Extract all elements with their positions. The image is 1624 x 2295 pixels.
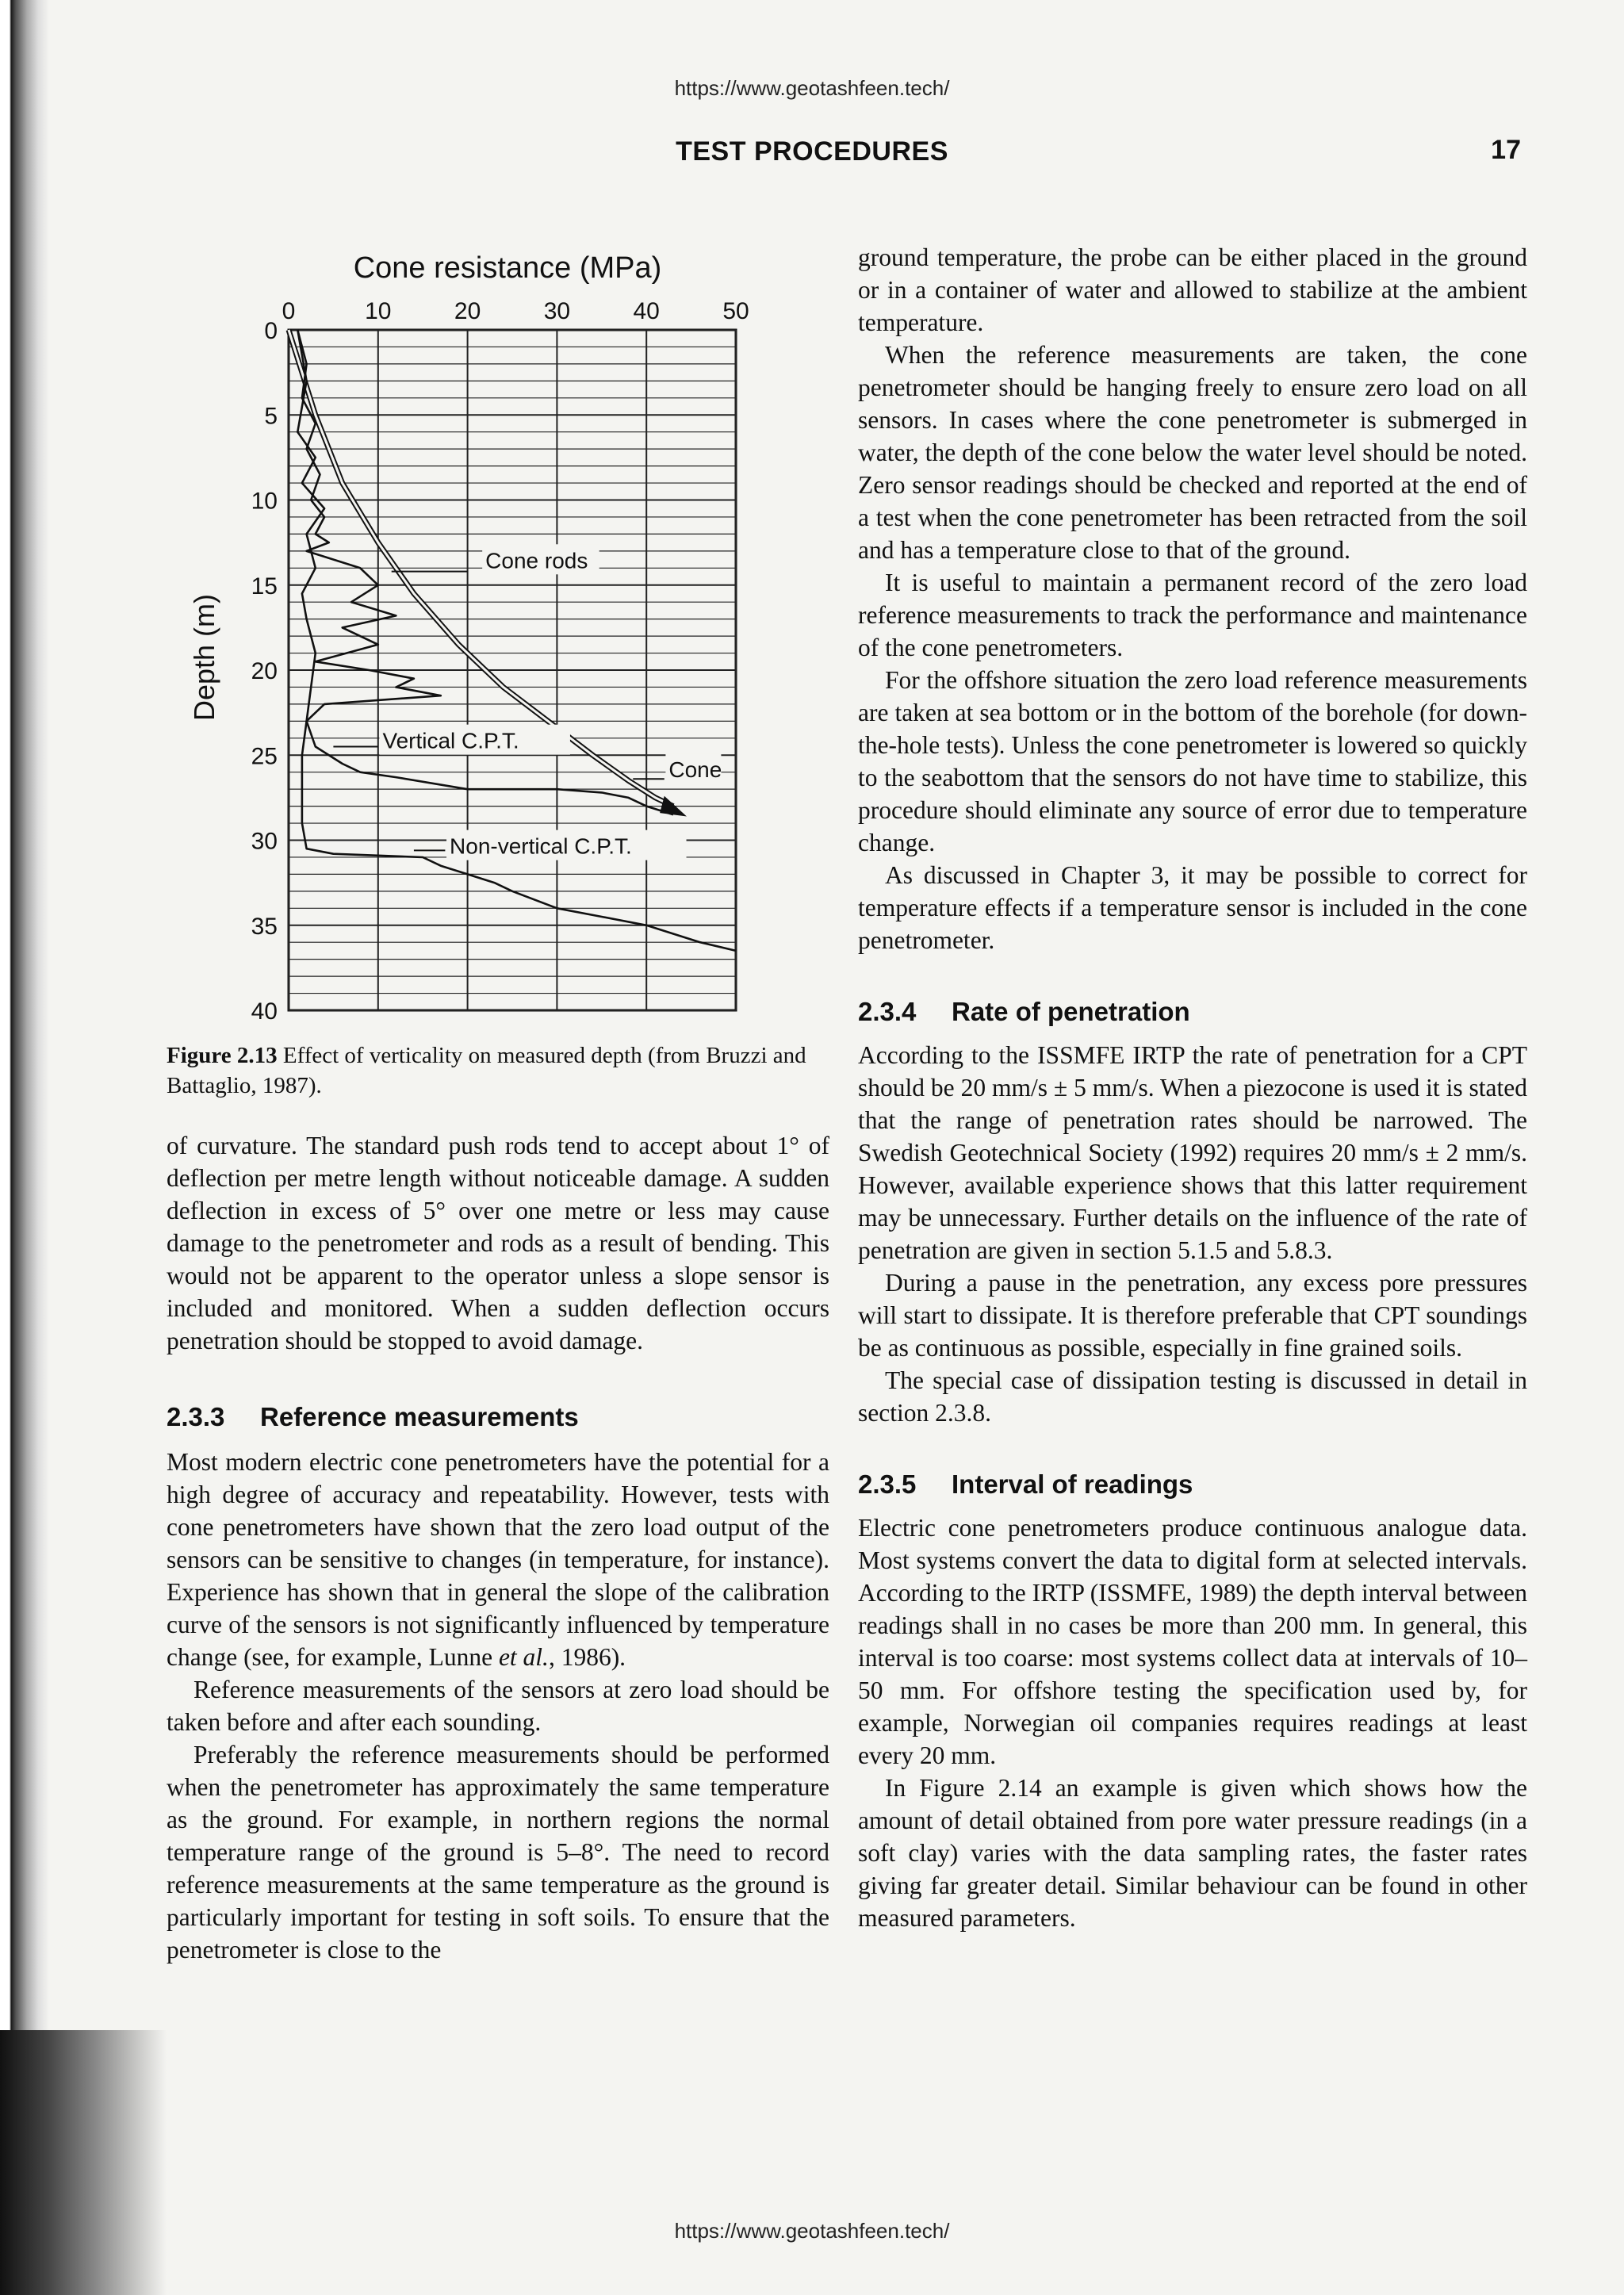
page-number: 17: [1491, 135, 1521, 165]
paragraph-continued: ground temperature, the probe can be either placed in the ground or in a container of water and allowed to stabilize at the ambient temperature.: [858, 243, 1527, 336]
book-spine-shadow: [0, 0, 49, 2295]
heading-2-3-5: [858, 1467, 1527, 1502]
paragraph: Electric cone penetrometers produce continuous analogue data. Most systems convert the data to digital form at selected intervals. According to the IRTP (ISSMFE, 1989) the depth interval between readings shall in no cases be more than 200 mm. In general, this interval is too coarse: most systems collect data at intervals of 10–50 mm. For offshore testing the specification used by, for example, Norwegian oil companies requires readings at least every 20 mm.: [858, 1514, 1527, 1769]
y-tick-label: 40: [251, 998, 278, 1025]
cone-resistance-chart: [167, 241, 833, 1034]
right-column: [858, 241, 1527, 1934]
paragraph: When the reference measurements are taken, the cone penetrometer should be hanging freely to ensure zero load on all sensors. In cases where the cone penetrometer is submerged in water, the depth of the cone below the water level should be noted. Zero sensor readings should be checked and reported at the end of a test when the cone penetrometer has been retracted from the soil and has a temperature close to that of the ground.: [858, 341, 1527, 564]
y-tick-label: 35: [251, 913, 278, 940]
y-axis-label: Depth (m): [188, 593, 220, 722]
y-tick-label: 5: [264, 403, 278, 430]
y-tick-label: 15: [251, 573, 278, 600]
heading-title: Reference measurements: [260, 1402, 579, 1431]
x-tick-label: 30: [543, 298, 571, 324]
y-tick-label: 30: [251, 828, 278, 855]
x-tick-label: 50: [722, 298, 749, 324]
figure-label: Figure 2.13: [167, 1043, 278, 1068]
paragraph: During a pause in the penetration, any excess pore pressures will start to dissipate. It is therefore preferable that CPT soundings be as continuous as possible, especially in fine grained soils.: [858, 1269, 1527, 1362]
annotation-label: Cone rods: [485, 548, 588, 573]
x-tick-label: 20: [454, 298, 481, 324]
paragraph: For the offshore situation the zero load reference measurements are taken at sea bottom or in the bottom of the borehole (for down-the-hole tests). Unless the cone penetrometer is lowered so quickly to the seabottom that the sensors do not have time to stabilize, this procedure should eliminate any source of error due to temperature change.: [858, 666, 1527, 856]
annotation-label: Cone: [668, 757, 722, 783]
running-title: TEST PROCEDURES: [676, 136, 948, 167]
paragraph: In Figure 2.14 an example is given which shows how the amount of detail obtained from pore water pressure readings (in a soft clay) varies with the data sampling rates, the faster rates giving far greater detail. Similar behaviour can be found in other measured parameters.: [858, 1774, 1527, 1932]
book-spine-shadow-bottom: [0, 2030, 167, 2295]
x-tick-labels: [282, 298, 749, 324]
header-url[interactable]: https://www.geotashfeen.tech/: [674, 76, 950, 100]
left-column: [167, 1129, 829, 1966]
paragraph-continued: of curvature. The standard push rods tend to accept about 1° of deflection per metre length without noticeable damage. A sudden deflection in excess of 5° over one metre or less may cause damage to the penetrometer and rods as a result of bending. This would not be apparent to the operator unless a slope sensor is included and monitored. When a sudden deflection occurs penetration should be stopped to avoid damage.: [167, 1132, 829, 1354]
heading-2-3-3: [167, 1400, 829, 1435]
paragraph: According to the ISSMFE IRTP the rate of penetration for a CPT should be 20 mm/s ± 5 mm/s. When a piezocone is used it is stated that the range of penetration rates should be narrowed. The Swedish Geotechnical Society (1992) requires 20 mm/s ± 2 mm/s. However, available experience shows that this latter requirement may be unnecessary. Further details on the influence of the rate of penetration are given in section 5.1.5 and 5.8.3.: [858, 1041, 1527, 1264]
y-tick-labels: [251, 318, 278, 1025]
paragraph: It is useful to maintain a permanent record of the zero load reference measurements to track the performance and maintenance of the cone penetrometers.: [858, 569, 1527, 661]
chart-grid: [289, 330, 736, 1010]
paragraph: Reference measurements of the sensors at zero load should be taken before and after each sounding.: [167, 1676, 829, 1736]
y-tick-label: 20: [251, 658, 278, 684]
y-tick-label: 0: [264, 318, 278, 344]
footer-url[interactable]: https://www.geotashfeen.tech/: [674, 2219, 950, 2243]
x-tick-label: 40: [633, 298, 660, 324]
paragraph: As discussed in Chapter 3, it may be possible to correct for temperature effects if a temperature sensor is included in the cone penetrometer.: [858, 861, 1527, 954]
annotation-label: Vertical C.P.T.: [382, 728, 519, 753]
y-tick-label: 25: [251, 743, 278, 770]
figure-caption-text: Effect of verticality on measured depth (from Bruzzi and Battaglio, 1987).: [167, 1043, 806, 1098]
annotation-label: Non-vertical C.P.T.: [450, 833, 632, 859]
x-tick-label: 0: [282, 298, 296, 324]
heading-title: Interval of readings: [952, 1469, 1193, 1499]
y-tick-label: 10: [251, 488, 278, 515]
heading-number: 2.3.3: [167, 1402, 225, 1431]
paragraph: Preferably the reference measurements should be performed when the penetrometer has approximately the same temperature as the ground. For example, in northern regions the normal temperature range of the ground is 5–8°. The need to record reference measurements at the same temperature as the ground is particularly important for testing in soft soils. To ensure that the penetrometer is close to the: [167, 1741, 829, 1964]
figure-2-13: [167, 241, 833, 1034]
heading-number: 2.3.4: [858, 997, 917, 1026]
chart-title: Cone resistance (MPa): [353, 251, 662, 285]
paragraph: The special case of dissipation testing is discussed in detail in section 2.3.8.: [858, 1366, 1527, 1427]
figure-caption: [167, 1040, 833, 1101]
heading-title: Rate of penetration: [952, 997, 1190, 1026]
heading-2-3-4: [858, 994, 1527, 1029]
paragraph: Most modern electric cone penetrometers have the potential for a high degree of accuracy and repeatability. However, tests with cone penetrometers have shown that the zero load output of the sensors can be sensitive to changes (in temperature, for instance). Experience has shown that in general the slope of the calibration curve of the sensors is not significantly influenced by temperature change (see, for example, Lunne et al., 1986).: [167, 1448, 829, 1671]
x-tick-label: 10: [365, 298, 392, 324]
heading-number: 2.3.5: [858, 1469, 917, 1499]
